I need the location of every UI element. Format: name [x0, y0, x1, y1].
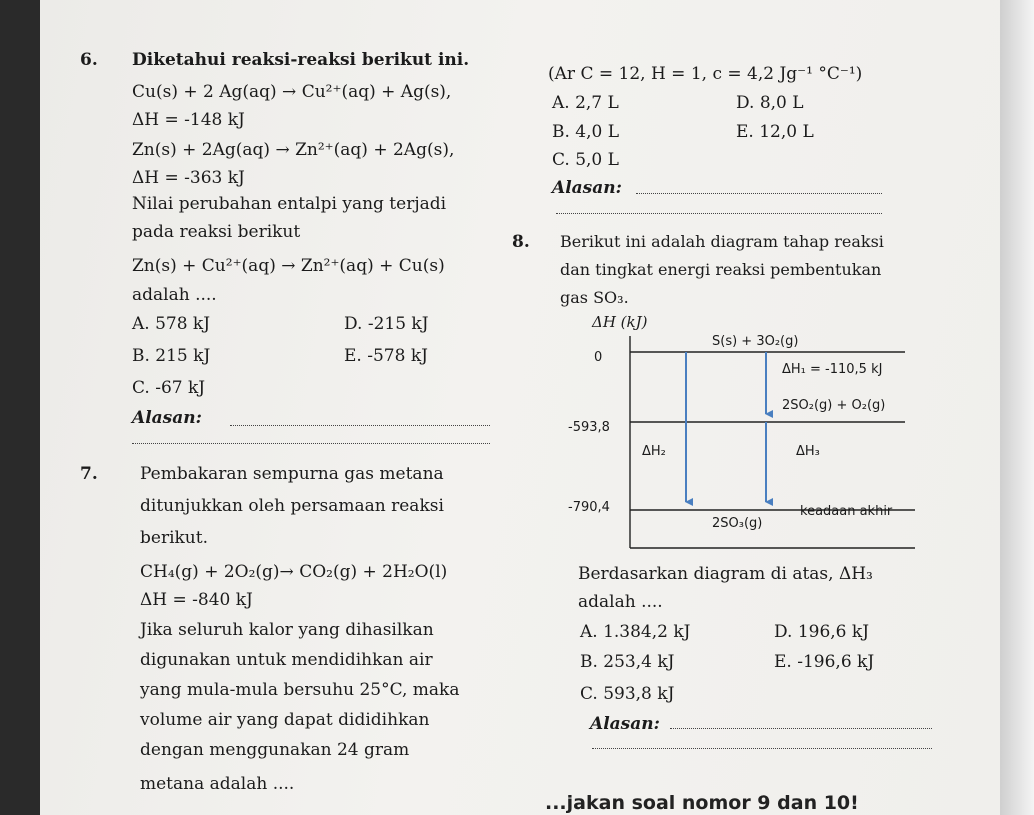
q7-alasan-label: Alasan: [552, 178, 622, 198]
q7-line-8: dengan menggunakan 24 gram [140, 740, 410, 760]
q7-option-a: A. 2,7 L [552, 93, 619, 113]
q8-question: Berdasarkan diagram di atas, ΔH₃ [578, 564, 873, 584]
q8-option-d: D. 196,6 kJ [774, 622, 870, 642]
q7-line-5: digunakan untuk mendidihkan air [140, 650, 433, 670]
q7-line-6: yang mula-mula bersuhu 25°C, maka [140, 680, 460, 700]
dh3-label: ΔH₃ [796, 444, 820, 459]
y-label-0: 0 [594, 350, 603, 365]
dh2-label: ΔH₂ [642, 444, 666, 459]
q8-line-2: dan tingkat energi reaksi pembentukan [560, 260, 882, 279]
diagram-y-axis-label: ΔH (kJ) [592, 313, 648, 331]
q6-option-e: E. -578 kJ [344, 346, 428, 366]
q6-alasan-label: Alasan: [132, 408, 202, 428]
q6-adalah: adalah .... [132, 285, 217, 305]
state-intermediate: 2SO₂(g) + O₂(g) [782, 398, 886, 413]
state-final: 2SO₃(g) [712, 516, 763, 531]
q6-reaction-2: Zn(s) + 2Ag(aq) → Zn²⁺(aq) + 2Ag(s), [132, 140, 455, 160]
q6-target-reaction: Zn(s) + Cu²⁺(aq) → Zn²⁺(aq) + Cu(s) [132, 256, 445, 276]
q7-line-9: metana adalah .... [140, 774, 295, 794]
q8-adalah: adalah .... [578, 592, 663, 612]
q7-option-d: D. 8,0 L [736, 93, 804, 113]
q8-alasan-label: Alasan: [590, 714, 660, 734]
q6-reaction-1: Cu(s) + 2 Ag(aq) → Cu²⁺(aq) + Ag(s), [132, 82, 452, 102]
q8-option-e: E. -196,6 kJ [774, 652, 875, 672]
q8-line-3: gas SO₃. [560, 288, 629, 307]
q7-option-e: E. 12,0 L [736, 122, 814, 142]
q6-option-d: D. -215 kJ [344, 314, 429, 334]
q7-option-b: B. 4,0 L [552, 122, 620, 142]
q8-line-1: Berikut ini adalah diagram tahap reaksi [560, 232, 884, 251]
q6-number: 6. [80, 50, 98, 70]
footer-instruction: ...jakan soal nomor 9 dan 10! [545, 792, 859, 814]
q7-given-data: (Ar C = 12, H = 1, c = 4,2 Jg⁻¹ °C⁻¹) [548, 64, 863, 84]
q8-option-b: B. 253,4 kJ [580, 652, 675, 672]
y-label-790: -790,4 [568, 500, 610, 515]
q6-option-a: A. 578 kJ [132, 314, 211, 334]
dh1-label: ΔH₁ = -110,5 kJ [782, 362, 883, 377]
final-state-label: keadaan akhir [800, 504, 893, 519]
q8-option-c: C. 593,8 kJ [580, 684, 675, 704]
q7-line-1: Pembakaran sempurna gas metana [140, 464, 444, 484]
q6-option-c: C. -67 kJ [132, 378, 206, 398]
q7-number: 7. [80, 464, 98, 484]
q6-question-line-2: pada reaksi berikut [132, 222, 301, 242]
q8-answer-line-2 [592, 748, 932, 749]
q8-option-a: A. 1.384,2 kJ [580, 622, 691, 642]
q7-equation: CH₄(g) + 2O₂(g)→ CO₂(g) + 2H₂O(l) [140, 562, 448, 582]
q6-intro: Diketahui reaksi-reaksi berikut ini. [132, 50, 470, 70]
state-initial: S(s) + 3O₂(g) [712, 334, 799, 349]
y-label-593: -593,8 [568, 420, 610, 435]
q7-line-3: berikut. [140, 528, 208, 548]
q8-number: 8. [512, 232, 530, 252]
q7-line-2: ditunjukkan oleh persamaan reaksi [140, 496, 444, 516]
q6-question-line-1: Nilai perubahan entalpi yang terjadi [132, 194, 447, 214]
q8-answer-line-1 [670, 728, 932, 729]
q6-reaction-1-dh: ΔH = -148 kJ [132, 110, 245, 130]
q6-reaction-2-dh: ΔH = -363 kJ [132, 168, 245, 188]
q7-option-c: C. 5,0 L [552, 150, 619, 170]
q7-dh: ΔH = -840 kJ [140, 590, 253, 610]
q7-line-4: Jika seluruh kalor yang dihasilkan [140, 620, 434, 640]
q7-line-7: volume air yang dapat dididihkan [140, 710, 430, 730]
q6-option-b: B. 215 kJ [132, 346, 211, 366]
